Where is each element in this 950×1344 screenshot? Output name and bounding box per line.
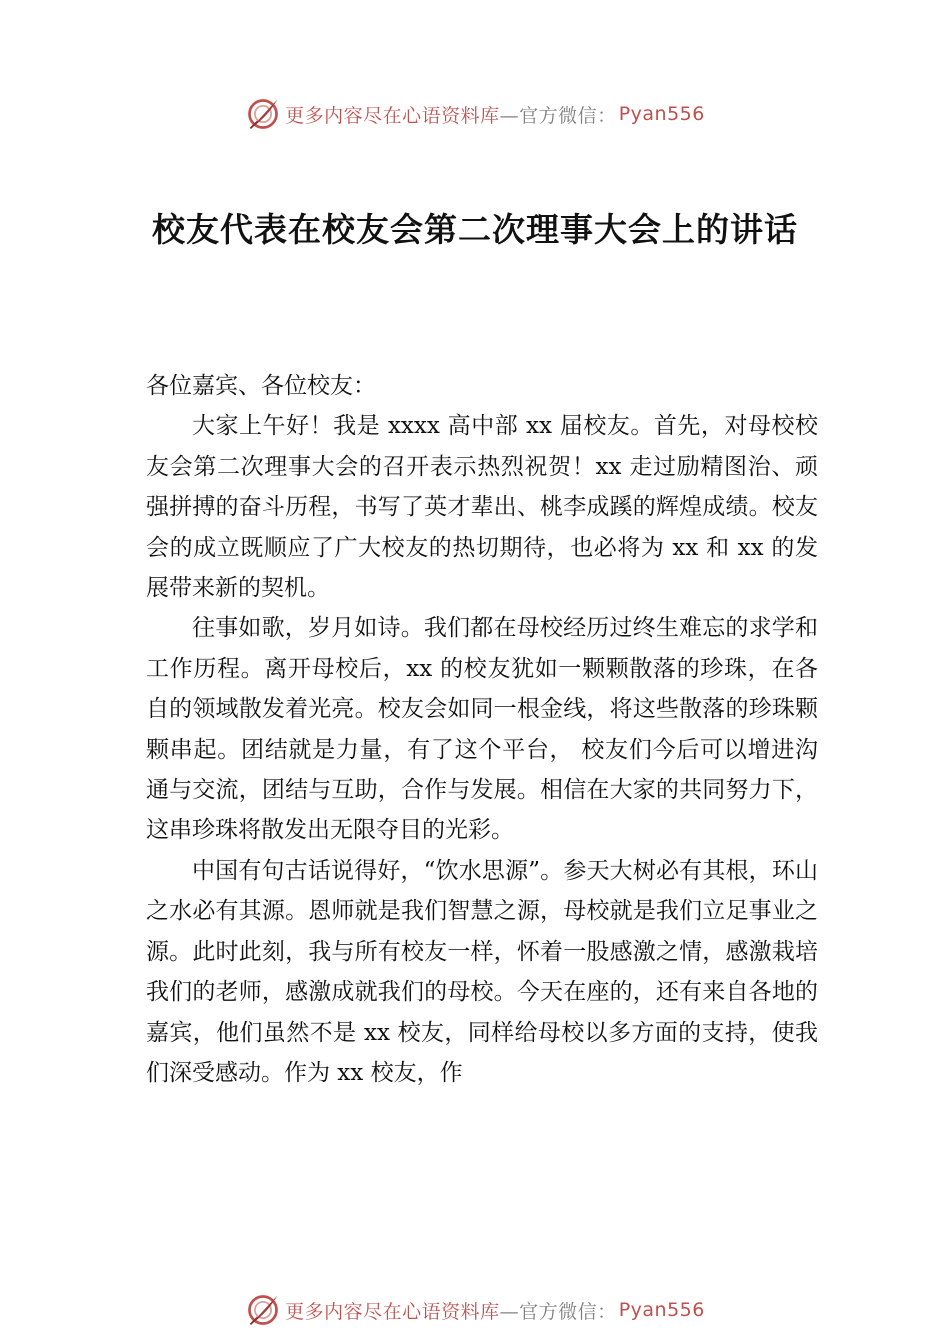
banner-source-text: 更多内容尽在心语资料库: [285, 104, 500, 127]
banner-wechat-id: Pyan556: [618, 103, 705, 125]
paragraph-3: 中国有句古话说得好，“饮水思源”。参天大树必有其根，环山之水必有其源。恩师就是我们智慧之源，母校就是我们立足事业之源。此时此刻，我与所有校友一样，怀着一股感激之情，感激栽培我们的老师，感激成就我们的母校。今天在座的，还有来自各地的嘉宾，他们虽然不是 xx 校友，同样给母校以多方面的支持，使我们深受感动。作为 xx 校友，作: [146, 857, 818, 1086]
quill-pen-logo-icon: [245, 96, 281, 132]
banner-wechat-label: —官方微信：: [499, 104, 617, 127]
header-banner: [0, 94, 950, 134]
paragraph-1: 大家上午好！我是 xxxx 高中部 xx 届校友。首先，对母校校友会第二次理事大会的召开表示热烈祝贺！xx 走过励精图治、顽强拼搏的奋斗历程，书写了英才辈出、桃李成蹊的辉煌成绩。校友会的成立既顺应了广大校友的热切期待，也必将为 xx 和 xx 的发展带来新的契机。: [146, 413, 818, 602]
quill-pen-logo-icon: [245, 1292, 281, 1328]
paragraph-2: 往事如歌，岁月如诗。我们都在母校经历过终生难忘的求学和工作历程。离开母校后，xx 的校友犹如一颗颗散落的珍珠，在各自的领域散发着光亮。校友会如同一根金线，将这些散落的珍珠颗颗串起。团结就是力量，有了这个平台， 校友们今后可以增进沟通与交流，团结与互助，合作与发展。相信在大家的共同努力下，这串珍珠将散发出无限夺目的光彩。: [146, 615, 818, 844]
salutation: 各位嘉宾、各位校友：: [146, 373, 376, 399]
document-title: 校友代表在校友会第二次理事大会上的讲话: [152, 210, 798, 249]
footer-banner: [0, 1290, 950, 1330]
footer-wechat-label: —官方微信：: [499, 1300, 617, 1323]
footer-source-text: 更多内容尽在心语资料库: [285, 1300, 500, 1323]
footer-wechat-id: Pyan556: [618, 1299, 705, 1321]
document-body: [146, 366, 818, 1093]
